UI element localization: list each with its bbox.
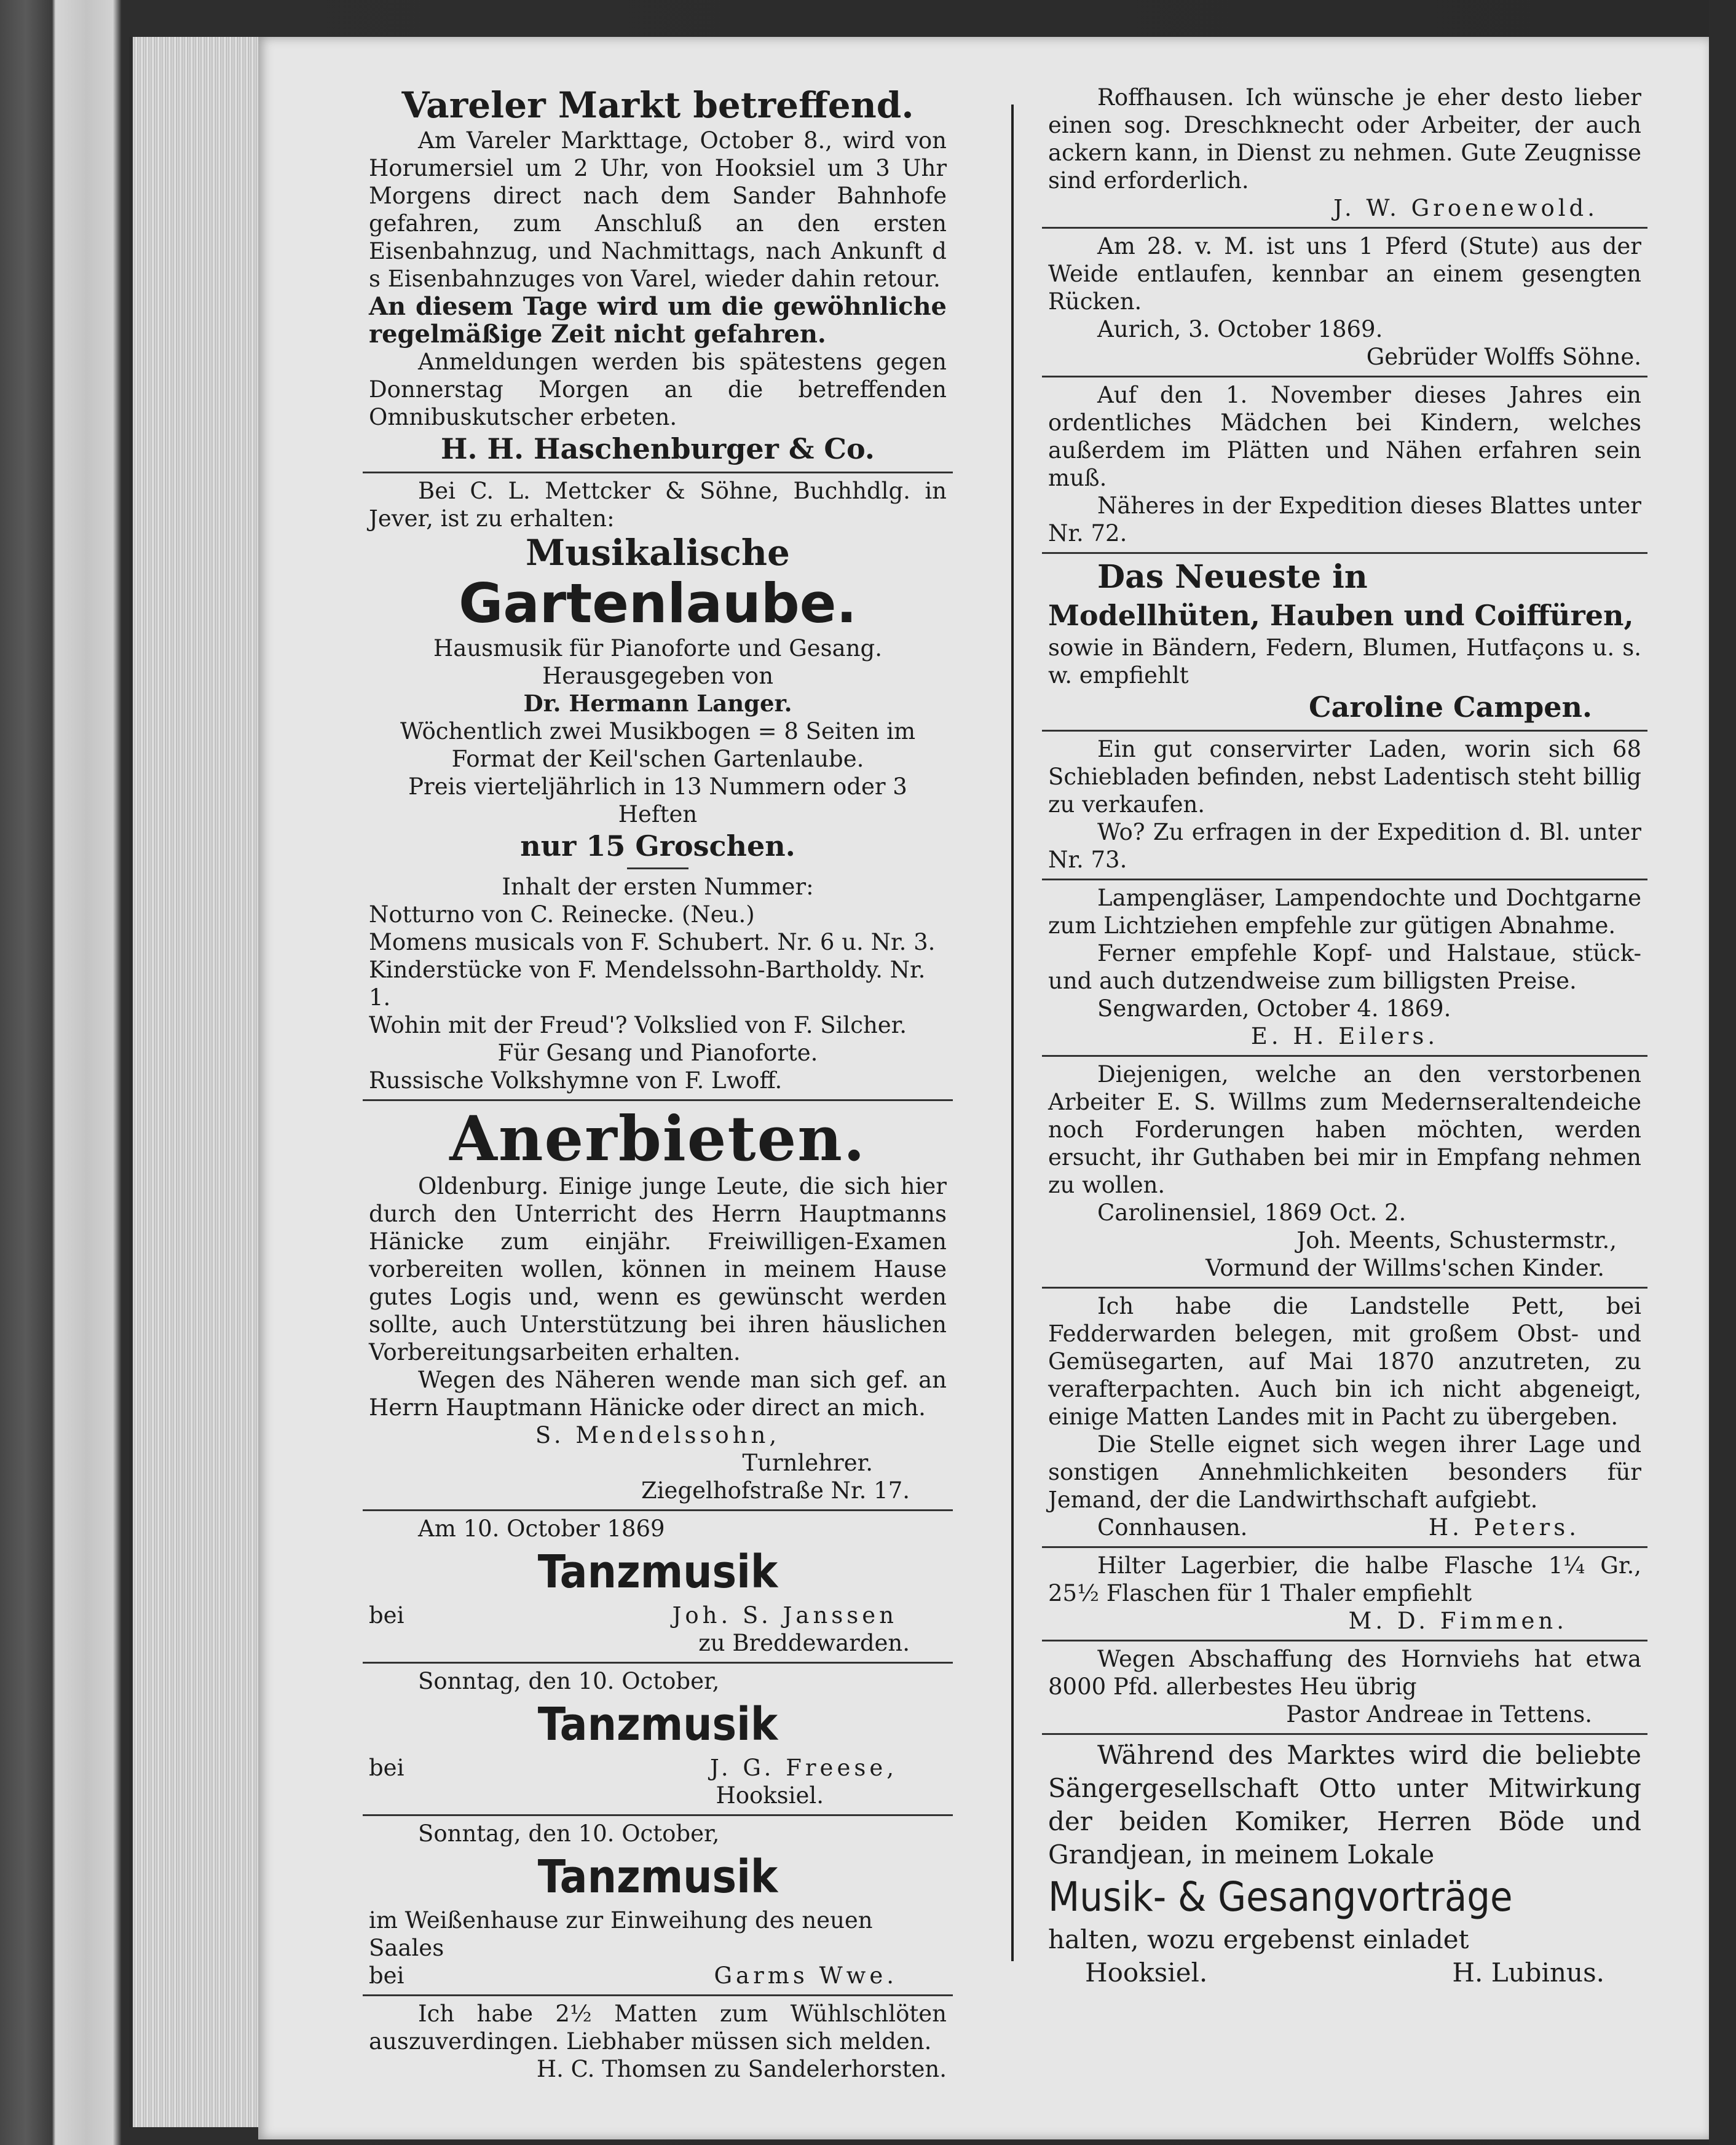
gartenlaube-item: Kinderstücke von F. Mendelssohn-Bartholdy. Nr. 1. bbox=[369, 957, 926, 1011]
knecht-text: Roffhausen. Ich wünsche je eher desto lieber einen sog. Dreschknecht oder Arbeiter, der auch ackern kann, in Dienst zu nehmen. Gute Zeugnisse sind erforderlich. bbox=[1048, 84, 1641, 194]
tanz1-place: zu Breddewarden. bbox=[698, 1630, 910, 1656]
ad-modellhuete bbox=[1042, 554, 1647, 732]
anerbieten-title: Anerbieten. bbox=[449, 1102, 866, 1175]
ad-tanz-3 bbox=[363, 1816, 953, 1996]
gartenlaube-l6: nur 15 Groschen. bbox=[520, 829, 795, 863]
gartenlaube-item: Wohin mit der Freud'? Volkslied von F. Silcher. bbox=[369, 1012, 907, 1038]
gartenlaube-l7: Inhalt der ersten Nummer: bbox=[502, 874, 814, 900]
ad-tanz-1 bbox=[363, 1511, 953, 1664]
anerbieten-sign3: Ziegelhofstraße Nr. 17. bbox=[641, 1477, 910, 1504]
willms-place: Carolinensiel, 1869 Oct. 2. bbox=[1097, 1199, 1407, 1226]
gartenlaube-t2: Gartenlaube. bbox=[459, 572, 857, 635]
gartenlaube-item: Russische Volkshymne von F. Lwoff. bbox=[369, 1067, 783, 1094]
matten-text: Ich habe 2½ Matten zum Wühlschlöten auszuverdingen. Liebhaber müssen sich melden. bbox=[369, 2001, 947, 2055]
gartenlaube-l3: Dr. Hermann Langer. bbox=[523, 690, 792, 717]
ad-knecht bbox=[1042, 80, 1647, 229]
tanz2-date: Sonntag, den 10. October, bbox=[418, 1668, 720, 1694]
ad-landstelle bbox=[1042, 1289, 1647, 1548]
tanz3-bei: bei bbox=[369, 1962, 404, 1989]
laden-text: Ein gut conservirter Laden, worin sich 68 Schiebladen befinden, nebst Ladentisch steht billig zu verkaufen. bbox=[1048, 736, 1641, 818]
landstelle-text2: Die Stelle eignet sich wegen ihrer Lage und sonstigen Annehmlichkeiten besonders für Jemand, der die Landwirthschaft aufgiebt. bbox=[1048, 1431, 1641, 1513]
landstelle-row bbox=[1048, 1514, 1641, 1541]
tanz3-row bbox=[369, 1962, 947, 1989]
ad-pferd bbox=[1042, 229, 1647, 377]
scan-edge bbox=[1709, 0, 1736, 2145]
left-column bbox=[363, 80, 953, 2088]
lampen-text2: Ferner empfehle Kopf- und Halstaue, stück- und auch dutzendweise zum billigsten Preise. bbox=[1048, 940, 1641, 994]
markt-row bbox=[1048, 1956, 1641, 1989]
modell-sign: Caroline Campen. bbox=[1309, 690, 1592, 724]
gartenlaube-l5: Preis vierteljährlich in 13 Nummern oder 3 Heften bbox=[408, 773, 907, 828]
tanz3-title: Tanzmusik bbox=[537, 1851, 778, 1903]
gartenlaube-item: Notturno von C. Reinecke. (Neu.) bbox=[369, 901, 755, 928]
book-page-edges bbox=[129, 37, 262, 2127]
ad-varel-bold: An diesem Tage wird um die gewöhnliche regelmäßige Zeit nicht gefahren. bbox=[369, 292, 947, 349]
tanz2-title: Tanzmusik bbox=[537, 1698, 778, 1751]
ad-varel bbox=[363, 80, 953, 473]
markt-text: Während des Marktes wird die beliebte Sängergesellschaft Otto unter Mitwirkung der beiden Komiker, Herren Böde und Grandjean, in meinem Lokale bbox=[1048, 1740, 1641, 1870]
tanz1-date: Am 10. October 1869 bbox=[418, 1515, 665, 1542]
ad-lampen bbox=[1042, 880, 1647, 1057]
gartenlaube-item: Für Gesang und Pianoforte. bbox=[497, 1040, 818, 1066]
ad-anerbieten bbox=[363, 1101, 953, 1511]
gartenlaube-item: Momens musicals von F. Schubert. Nr. 6 u. Nr. 3. bbox=[369, 929, 936, 955]
tanz2-row bbox=[369, 1754, 947, 1782]
tanz1-bei: bei bbox=[369, 1602, 404, 1629]
markt-sign: H. Lubinus. bbox=[1452, 1957, 1604, 1988]
ad-matten bbox=[363, 1996, 953, 2088]
tanz2-place: Hooksiel. bbox=[716, 1782, 824, 1809]
tanz3-text: im Weißenhause zur Einweihung des neuen Saales bbox=[369, 1907, 873, 1961]
ad-bier bbox=[1042, 1548, 1647, 1641]
willms-sign2: Vormund der Willms'schen Kinder. bbox=[1205, 1255, 1604, 1281]
modell-t1: Das Neueste in bbox=[1097, 558, 1368, 596]
ad-maedchen bbox=[1042, 377, 1647, 554]
modell-t2: Modellhüten, Hauben und Coiffüren, bbox=[1048, 599, 1634, 632]
right-column bbox=[1042, 80, 1647, 1994]
ad-tanz-2 bbox=[363, 1664, 953, 1816]
ad-willms bbox=[1042, 1057, 1647, 1289]
ad-heu bbox=[1042, 1641, 1647, 1735]
laden-text2: Wo? Zu erfragen in der Expedition d. Bl. unter Nr. 73. bbox=[1048, 819, 1641, 873]
landstelle-place: Connhausen. bbox=[1097, 1514, 1248, 1541]
bier-sign: M. D. Fimmen. bbox=[1348, 1608, 1568, 1634]
gartenlaube-l1: Hausmusik für Pianoforte und Gesang. bbox=[433, 635, 882, 662]
anerbieten-text2: Wegen des Näheren wende man sich gef. an Herrn Hauptmann Hänicke oder direct an mich. bbox=[369, 1367, 947, 1421]
willms-text: Diejenigen, welche an den verstorbenen Arbeiter E. S. Willms zum Medernseraltendeiche noch Forderungen haben möchten, werden ersucht, ihr Guthaben bei mir in Empfang nehmen zu wollen. bbox=[1048, 1061, 1641, 1198]
markt-big: Musik- & Gesangvorträge bbox=[1048, 1873, 1513, 1921]
ad-markt-otto bbox=[1042, 1735, 1647, 1994]
willms-sign1: Joh. Meents, Schustermstr., bbox=[1296, 1227, 1617, 1254]
pferd-text: Am 28. v. M. ist uns 1 Pferd (Stute) aus der Weide entlaufen, kennbar an einem gesengten Rücken. bbox=[1048, 233, 1641, 315]
lampen-sign: E. H. Eilers. bbox=[1250, 1023, 1439, 1049]
gartenlaube-l4: Wöchentlich zwei Musikbogen = 8 Seiten im Format der Keil'schen Gartenlaube. bbox=[400, 718, 916, 772]
markt-place: Hooksiel. bbox=[1085, 1957, 1208, 1988]
anerbieten-sign2: Turnlehrer. bbox=[742, 1450, 873, 1476]
bier-text: Hilter Lagerbier, die halbe Flasche 1¼ Gr., 25½ Flaschen für 1 Thaler empfiehlt bbox=[1048, 1552, 1641, 1606]
tanz1-row bbox=[369, 1602, 947, 1629]
ad-varel-sign: H. H. Haschenburger & Co. bbox=[441, 432, 875, 465]
tanz1-title: Tanzmusik bbox=[537, 1546, 778, 1598]
maedchen-text2: Näheres in der Expedition dieses Blattes unter Nr. 72. bbox=[1048, 492, 1641, 547]
ad-varel-text: Am Vareler Markttage, October 8., wird von Horumersiel um 2 Uhr, von Hooksiel um 3 Uhr Morgens direct nach dem Sander Bahnhofe gefahren, zum Anschluß an den ersten Eisenbahnzug, und Nachmittags, nach Ankunft d s Eisenbahnzuges von Varel, wieder dahin retour. bbox=[369, 127, 947, 292]
tanz1-name: Joh. S. Janssen bbox=[672, 1602, 898, 1629]
pferd-place: Aurich, 3. October 1869. bbox=[1097, 316, 1383, 342]
ad-gartenlaube bbox=[363, 473, 953, 1101]
matten-sign: H. C. Thomsen zu Sandelerhorsten. bbox=[536, 2056, 947, 2082]
markt-text2: halten, wozu ergebenst einladet bbox=[1048, 1924, 1469, 1954]
maedchen-text: Auf den 1. November dieses Jahres ein ordentliches Mädchen bei Kindern, welches außerdem im Plätten und Nähen erfahren sein muß. bbox=[1048, 382, 1641, 491]
ad-laden bbox=[1042, 732, 1647, 880]
landstelle-text: Ich habe die Landstelle Pett, bei Fedderwarden belegen, mit großem Obst- und Gemüsegarten, auf Mai 1870 anzutreten, zu verafterpachten. Auch bin ich nicht abgeneigt, einige Matten Landes mit in Pacht zu übergeben. bbox=[1048, 1293, 1641, 1430]
knecht-sign: J. W. Groenewold. bbox=[1333, 195, 1598, 221]
tanz3-name: Garms Wwe. bbox=[714, 1962, 898, 1989]
pferd-sign: Gebrüder Wolffs Söhne. bbox=[1366, 344, 1641, 370]
heu-sign: Pastor Andreae in Tettens. bbox=[1286, 1701, 1592, 1728]
gartenlaube-intro: Bei C. L. Mettcker & Söhne, Buchhdlg. in Jever, ist zu erhalten: bbox=[369, 478, 947, 532]
heu-text: Wegen Abschaffung des Hornviehs hat etwa 8000 Pfd. allerbestes Heu übrig bbox=[1048, 1646, 1641, 1700]
tanz3-date: Sonntag, den 10. October, bbox=[418, 1820, 720, 1847]
lampen-text: Lampengläser, Lampendochte und Dochtgarne zum Lichtziehen empfehle zur gütigen Abnahme. bbox=[1048, 885, 1641, 939]
divider-short bbox=[627, 867, 688, 869]
ad-varel-text2: Anmeldungen werden bis spätestens gegen Donnerstag Morgen an die betreffenden Omnibuskutscher erbeten. bbox=[369, 349, 947, 430]
column-divider bbox=[1011, 105, 1014, 1961]
newspaper-page bbox=[258, 37, 1709, 2139]
tanz2-name: J. G. Freese, bbox=[709, 1755, 898, 1781]
modell-text: sowie in Bändern, Federn, Blumen, Hutfaçons u. s. w. empfiehlt bbox=[1048, 634, 1641, 689]
landstelle-sign: H. Peters. bbox=[1428, 1514, 1580, 1541]
gartenlaube-t1: Musikalische bbox=[526, 532, 790, 574]
anerbieten-sign1: S. Mendelssohn, bbox=[535, 1422, 781, 1448]
anerbieten-text: Oldenburg. Einige junge Leute, die sich hier durch den Unterricht des Herrn Hauptmanns Hänicke zum einjähr. Freiwilligen-Examen vorbereiten wollen, können in meinem Hause gutes Logis und, wenn es gewünscht werden sollte, auch Unterstützung bei ihren häuslichen Vorbereitungsarbeiten erhalten. bbox=[369, 1173, 947, 1365]
lampen-place: Sengwarden, October 4. 1869. bbox=[1097, 995, 1451, 1022]
gartenlaube-l2: Herausgegeben von bbox=[542, 663, 774, 689]
tanz2-bei: bei bbox=[369, 1755, 404, 1781]
ad-varel-title: Vareler Markt betreffend. bbox=[401, 84, 914, 126]
